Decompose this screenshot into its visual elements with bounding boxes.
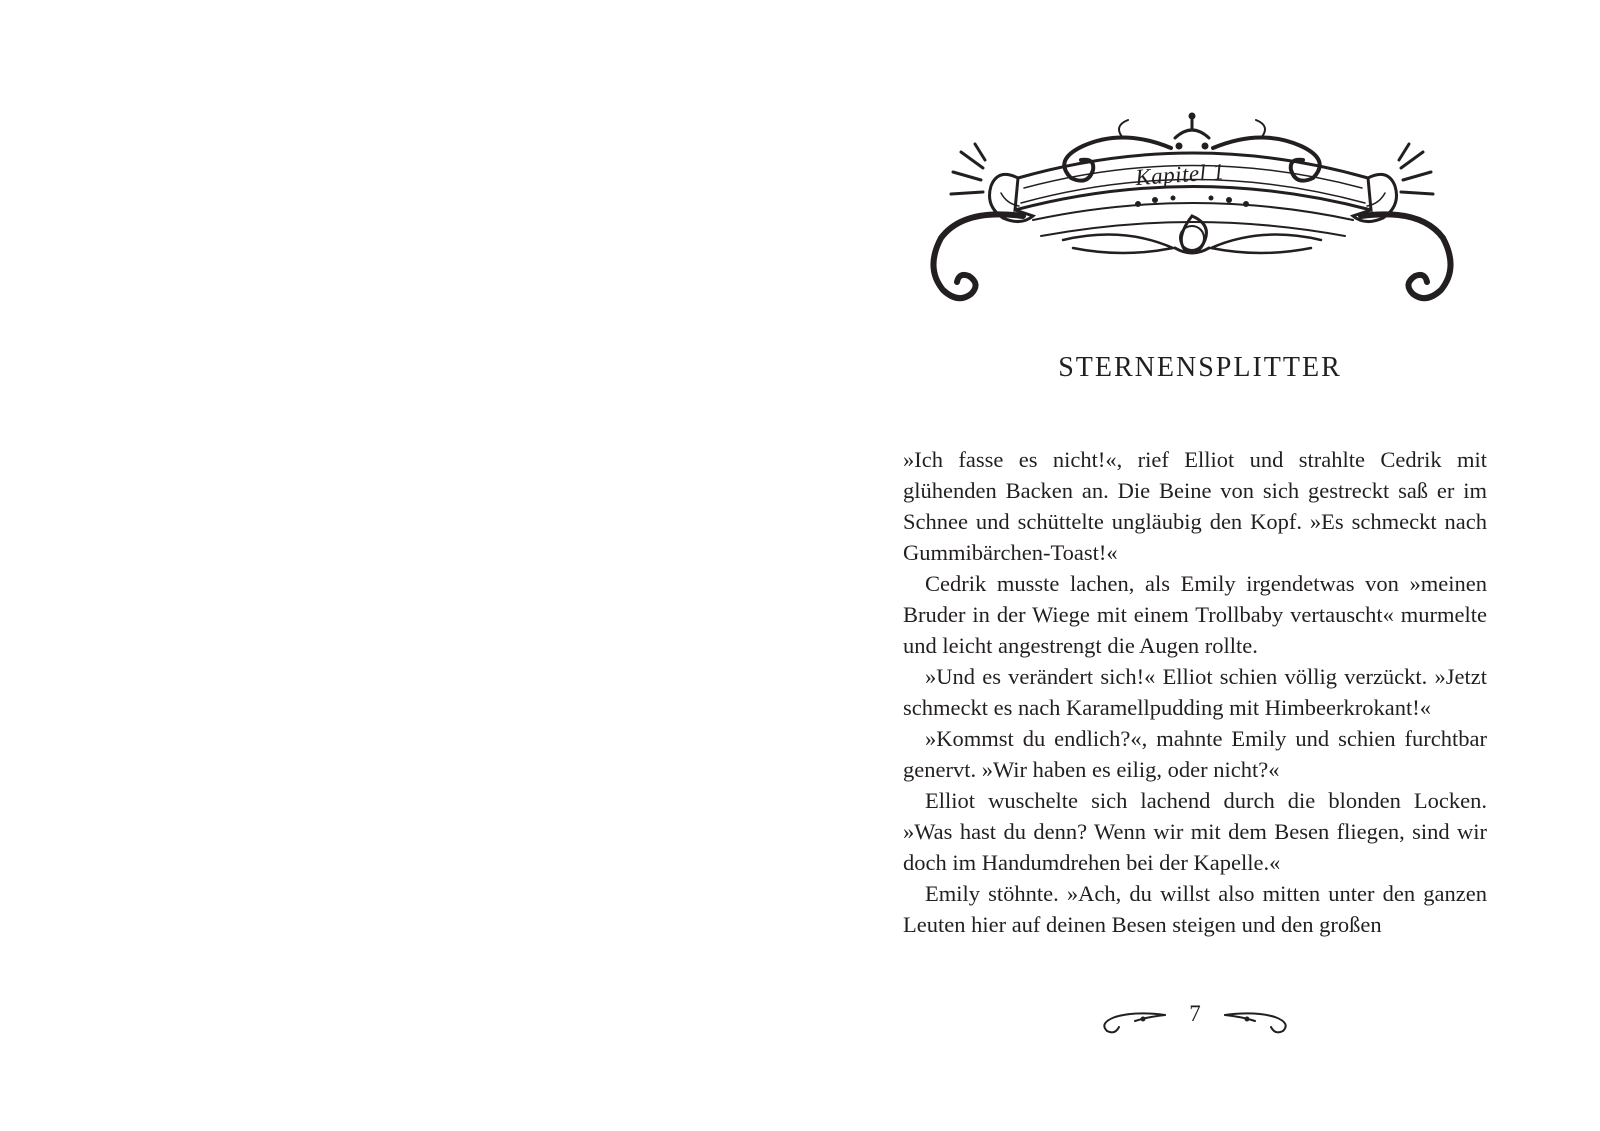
folio [1095, 995, 1295, 1045]
paragraph: »Und es verändert sich!« Elliot schien völlig verzückt. »Jetzt schmeckt es nach Karamellpudding mit Himbeerkrokant!« [903, 664, 1487, 720]
paragraph: »Ich fasse es nicht!«, rief Elliot und strahlte Cedrik mit glühenden Backen an. Die Beine von sich gestreckt saß er im Schnee und schüttelte ungläubig den Kopf. »Es schmeckt nach Gummibärchen-Toast!« [903, 447, 1487, 565]
chapter-ornament-icon [923, 108, 1461, 313]
paragraph: Emily stöhnte. »Ach, du willst also mitten unter den ganzen Leuten hier auf deinen Besen steigen und den großen [903, 881, 1487, 937]
paragraph: »Kommst du endlich?«, mahnte Emily und schien furchtbar genervt. »Wir haben es eilig, oder nicht?« [903, 726, 1487, 782]
page-number: 7 [1189, 1001, 1201, 1026]
paragraph: Cedrik musste lachen, als Emily irgendetwas von »meinen Bruder in der Wiege mit einem Trollbaby vertauscht« murmelte und leicht angestrengt die Augen rollte. [903, 571, 1487, 658]
body-text [903, 444, 1487, 940]
chapter-number-label: Kapitel 1 [1134, 158, 1226, 191]
paragraph: Elliot wuschelte sich lachend durch die blonden Locken. »Was hast du denn? Wenn wir mit dem Besen fliegen, sind wir doch im Handumdrehen bei der Kapelle.« [903, 788, 1487, 875]
right-page [800, 0, 1600, 1131]
chapter-title: STERNENSPLITTER [1058, 352, 1342, 383]
